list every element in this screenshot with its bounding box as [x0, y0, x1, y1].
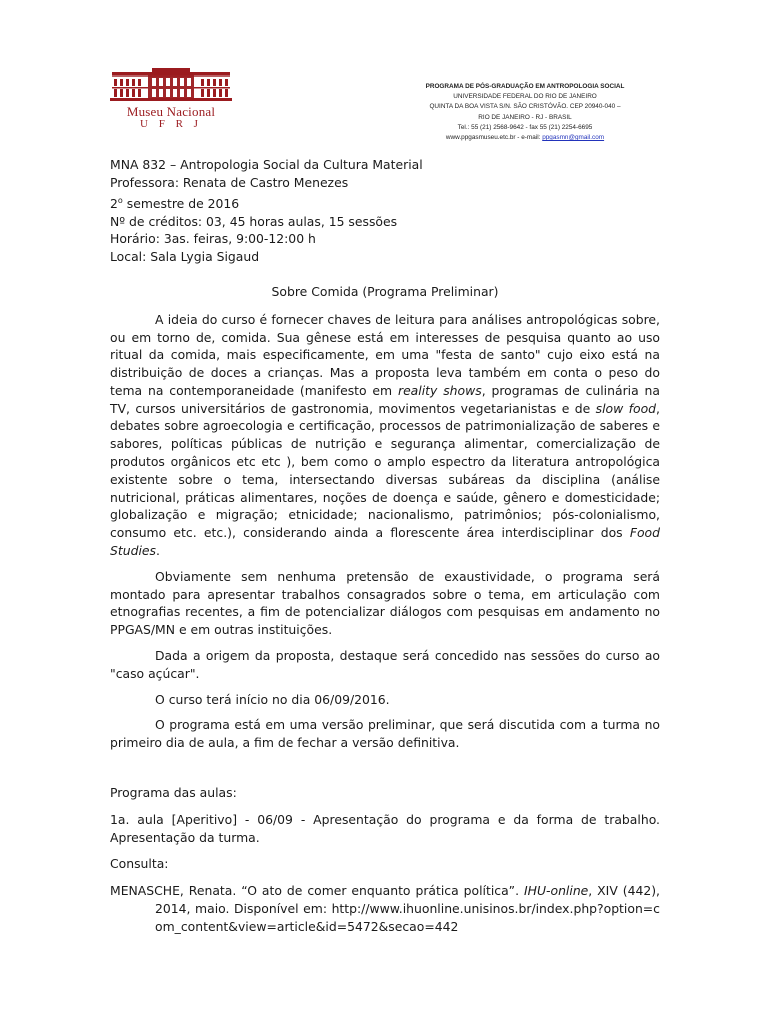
course-title: MNA 832 – Antropologia Social da Cultura Material — [110, 157, 423, 172]
section-title: Sobre Comida (Programa Preliminar) — [271, 283, 499, 299]
institution-address: QUINTA DA BOA VISTA S/N. SÃO CRISTÓVÃO. CEP 20940-040 – — [429, 103, 621, 111]
semester-ordinal: o — [117, 195, 123, 205]
spacer — [110, 752, 660, 784]
paragraph-sugar-case: Dada a origem da proposta, destaque será concedido nas sessões do curso ao "caso açúcar". — [110, 648, 660, 681]
museum-building-icon — [108, 68, 234, 104]
paragraph-intro — [110, 311, 660, 560]
reference-author-title: MENASCHE, Renata. “O ato de comer enquanto prática política”. — [110, 883, 524, 899]
intro-italic-food-studies: Food Studies — [110, 525, 660, 559]
logo-name: Museu Nacional — [126, 104, 216, 119]
reference-journal: IHU-online — [523, 883, 589, 899]
intro-text-a: A ideia do curso é fornecer chaves de leitura para análises antropológicas sobre, ou em torno de, comida. Sua gênese está em interesses de pesquisa quanto ao uso ritual da comida, mais especificamente, em uma "festa de santo" cujo eixo está na distribuição de doces a crianças. Mas a proposta leva também em conta o peso do tema na contemporaneidade (manifesto em — [110, 311, 660, 398]
logo-subtitle: U F R J — [140, 118, 202, 130]
institution-email-label: e-mail: — [521, 134, 541, 142]
paragraph-preliminary: O programa está em uma versão preliminar, que será discutida com a turma no primeiro dia de aula, a fim de fechar a versão definitiva. — [110, 717, 660, 751]
institution-university: UNIVERSIDADE FEDERAL DO RIO DE JANEIRO — [453, 93, 597, 101]
paragraph-start-date: O curso terá início no dia 06/09/2016. — [155, 691, 390, 707]
semester-number: 2 — [110, 195, 118, 211]
document-body — [110, 156, 660, 945]
course-credits: Nº de créditos: 03, 45 horas aulas, 15 sessões — [110, 213, 398, 229]
reference-menasche — [110, 882, 660, 935]
reference-details: , XIV (442), 2014, maio. Disponível em: — [155, 883, 660, 917]
institution-site[interactable]: www.ppgasmuseu.etc.br - — [445, 134, 520, 142]
institution-header — [390, 82, 660, 143]
lesson-1: 1a. aula [Aperitivo] - 06/09 - Apresentação do programa e da forma de trabalho. Apresentação da turma. — [110, 811, 660, 845]
course-professor: Professora: Renata de Castro Menezes — [110, 174, 349, 190]
intro-text-b: , programas de culinária na TV, cursos universitários de gastronomia, movimentos vegetarianistas e de — [110, 382, 660, 416]
institution-email-link[interactable]: ppgasmn@gmail.com — [542, 134, 605, 142]
course-location: Local: Sala Lygia Sigaud — [110, 249, 260, 265]
institution-program: PROGRAMA DE PÓS-GRADUAÇÃO EM ANTROPOLOGIA SOCIAL — [425, 83, 625, 90]
course-schedule: Horário: 3as. feiras, 9:00-12:00 h — [110, 231, 316, 247]
intro-text-c: , debates sobre agroecologia e certificação, processos de patrimonialização de saberes e sabores, políticas públicas de nutrição e segurança alimentar, comercialização de produtos orgânicos etc etc ), bem como o amplo espectro da literatura antropológica existente sobre o tema, intersectando diversas subáreas da disciplina (análise nutricional, práticas alimentares, noções de doença e saúde, gênero e domesticidade; globalização e migração; etnicidade; nacionalismo, patrimônios; pós-colonialismo, consumo etc. etc.), considerando ainda a florescente área interdisciplinar dos — [110, 400, 660, 541]
course-info — [110, 156, 660, 266]
consult-label: Consulta: — [110, 856, 169, 872]
course-semester — [110, 192, 660, 213]
institution-city: RIO DE JANEIRO - RJ - BRASIL — [478, 113, 572, 121]
institution-contact — [390, 133, 660, 143]
reference-url-link[interactable]: http://www.ihuonline.unisinos.br/index.php?option=com_content&view=article&id=5472&secao=442 — [155, 901, 660, 934]
program-heading: Programa das aulas: — [110, 785, 237, 801]
intro-italic-slow-food: slow food — [595, 400, 657, 416]
museu-nacional-logo — [108, 68, 234, 134]
semester-text: semestre de 2016 — [122, 195, 240, 211]
paragraph-scope: Obviamente sem nenhuma pretensão de exaustividade, o programa será montado para apresentar trabalhos consagrados sobre o tema, em articulação com etnografias recentes, a fim de potencializar diálogos com pesquisas em andamento no PPGAS/MN e em outras instituições. — [110, 568, 660, 638]
intro-italic-reality-shows: reality shows — [397, 382, 482, 398]
intro-text-d: . — [155, 543, 160, 559]
institution-phone: Tel.: 55 (21) 2568-9642 - fax 55 (21) 2254-6695 — [457, 123, 593, 131]
